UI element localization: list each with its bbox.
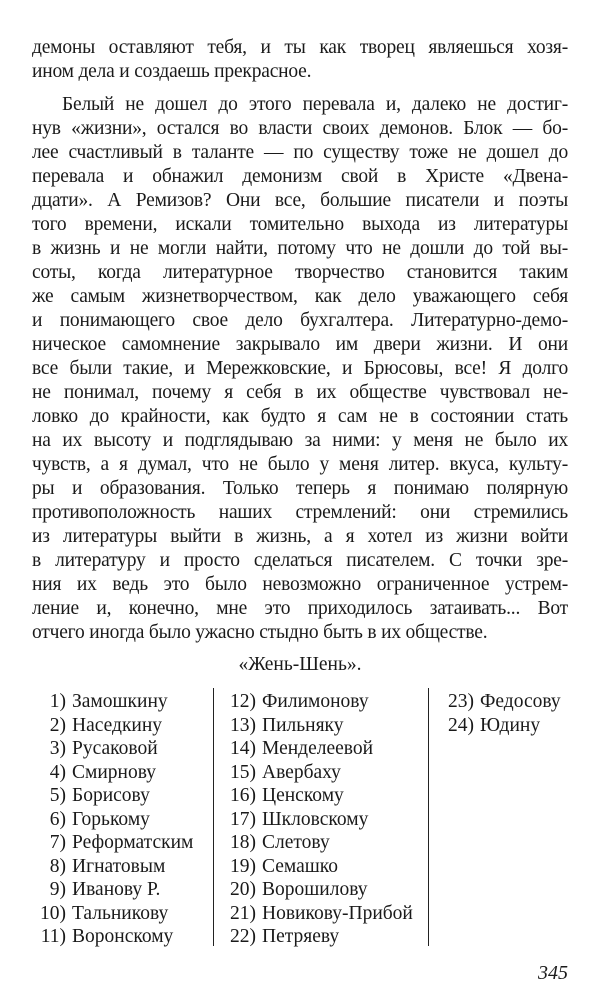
list-item-number: 24) (448, 714, 474, 736)
list-column-3 (436, 690, 561, 737)
list-item-number: 23) (448, 691, 474, 712)
text-line: в литературу и просто сделаться писателем. С точки зре- (32, 550, 568, 571)
list-item-number: 18) (230, 832, 256, 853)
list-item-number: 7) (49, 832, 66, 853)
list-item (18, 737, 193, 761)
list-item-name: Игнатовым (72, 855, 166, 877)
list-item (218, 784, 413, 808)
text-line: Белый не дошел до этого перевала и, далеко не достиг- (62, 94, 568, 115)
text-line: противоположность наших стремлений: они стремились (32, 502, 568, 523)
list-item (218, 831, 413, 855)
text-line: из литературы выйти в жизнь, а я хотел из жизни войти (32, 526, 568, 547)
text-line: на их высоту и подглядываю за ними: у меня не было их (32, 430, 568, 451)
list-item (218, 902, 413, 926)
list-item-number: 2) (49, 714, 66, 736)
text-line: ническое самомнение закрывало им двери жизни. И они (32, 334, 568, 355)
text-line: ление и, конечно, мне это приходилось затаивать... Вот (32, 598, 568, 619)
list-item-name: Пильняку (262, 714, 344, 736)
list-item (436, 714, 561, 738)
list-item-number: 17) (230, 808, 256, 830)
list-item (18, 690, 193, 714)
list-item-name: Ценскому (262, 785, 344, 806)
list-item (218, 714, 413, 738)
list-item-name: Иванову Р. (72, 879, 161, 900)
list-item-name: Борисову (72, 785, 150, 806)
list-item-name: Слетову (262, 832, 330, 853)
list-item (18, 831, 193, 855)
list-item (18, 808, 193, 832)
list-item-name: Юдину (480, 714, 541, 736)
list-item (218, 925, 413, 949)
list-item (18, 761, 193, 785)
text-line: чувств, а я думал, что не было у меня литер. вкуса, культу- (32, 454, 568, 475)
list-item-name: Смирнову (72, 761, 157, 783)
list-item-name: Замошкину (72, 691, 168, 712)
list-item (18, 855, 193, 879)
text-line: все были такие, и Мережковские, и Брюсовы, все! Я долго (32, 358, 568, 379)
text-line: ловко до крайности, как будто я сам не в состоянии стать (32, 406, 568, 427)
list-column-2 (218, 690, 413, 949)
text-line: нув «жизни», остался во власти своих демонов. Блок — бо- (32, 118, 568, 139)
list-item (18, 714, 193, 738)
list-item-name: Филимонову (262, 691, 369, 712)
list-item-name: Федосову (480, 691, 561, 712)
list-item (18, 784, 193, 808)
list-item-name: Наседкину (72, 714, 163, 736)
list-item-number: 16) (230, 785, 256, 806)
page-number: 345 (538, 962, 568, 984)
list-item (218, 690, 413, 714)
list-item-name: Менделеевой (262, 738, 374, 759)
text-line: демоны оставляют тебя, и ты как творец являешься хозя- (32, 37, 568, 58)
text-line: дцати». А Ремизов? Они все, большие писатели и поэты (32, 190, 568, 211)
list-item-number: 4) (49, 761, 66, 783)
text-line: ния их ведь это было невозможно ограниченное устрем- (32, 574, 568, 595)
list-item (218, 737, 413, 761)
text-line: в жизнь и не могли найти, потому что не дошли до той вы- (32, 238, 568, 259)
list-item-number: 6) (49, 808, 66, 830)
list-item-name: Горькому (72, 808, 150, 830)
text-line: соты, когда литературное творчество становится таким (32, 262, 568, 283)
list-item-name: Авербаху (262, 761, 341, 783)
list-item (218, 878, 413, 902)
list-item (18, 902, 193, 926)
text-line: же самым жизнетворчеством, как дело уважающего себя (32, 286, 568, 307)
list-item-number: 11) (40, 926, 66, 947)
list-item-number: 14) (230, 738, 256, 759)
list-item-name: Ворошилову (262, 879, 368, 900)
text-line: не понимал, почему я себя в их обществе чувствовал не- (32, 382, 568, 403)
list-item-number: 21) (230, 902, 256, 924)
list-item (18, 878, 193, 902)
list-item-name: Реформатским (72, 832, 194, 853)
list-item-number: 3) (49, 738, 66, 759)
list-item-name: Русаковой (72, 738, 158, 759)
list-item-number: 20) (230, 879, 256, 900)
list-item (218, 808, 413, 832)
list-item (436, 690, 561, 714)
list-title: «Жень-Шень». (238, 654, 362, 675)
list-item (218, 855, 413, 879)
text-line: ином дела и создаешь прекрасное. (32, 61, 312, 82)
column-divider (428, 688, 429, 946)
text-line: лее счастливый в таланте — по существу тоже не дошел до (32, 142, 568, 163)
column-divider (213, 688, 214, 946)
list-item-name: Семашко (262, 855, 339, 877)
list-item-name: Шкловскому (262, 808, 369, 830)
list-item-number: 13) (230, 714, 256, 736)
list-item-number: 15) (230, 761, 256, 783)
list-column-1 (18, 690, 193, 949)
list-item-number: 1) (49, 691, 66, 712)
list-item-name: Новикову-Прибой (262, 902, 413, 924)
text-line: отчего иногда было ужасно стыдно быть в их обществе. (32, 622, 488, 643)
list-item-name: Тальникову (72, 902, 169, 924)
list-item-number: 10) (40, 902, 66, 924)
list-item-number: 9) (49, 879, 66, 900)
list-item-number: 22) (230, 926, 256, 947)
list-item-number: 5) (49, 785, 66, 806)
list-item-number: 8) (49, 855, 66, 877)
text-line: того времени, искали томительно выхода из литературы (32, 214, 568, 235)
text-line: и понимающего свое дело бухгалтера. Литературно-демо- (32, 310, 568, 331)
list-item-number: 19) (230, 855, 256, 877)
list-item (18, 925, 193, 949)
list-item-number: 12) (230, 691, 256, 712)
list-item-name: Петряеву (262, 926, 340, 947)
text-line: перевала и обнажил демонизм свой в Христе «Двена- (32, 166, 568, 187)
text-line: ры и образования. Только теперь я понимаю полярную (32, 478, 568, 499)
list-item (218, 761, 413, 785)
list-item-name: Воронскому (72, 926, 174, 947)
